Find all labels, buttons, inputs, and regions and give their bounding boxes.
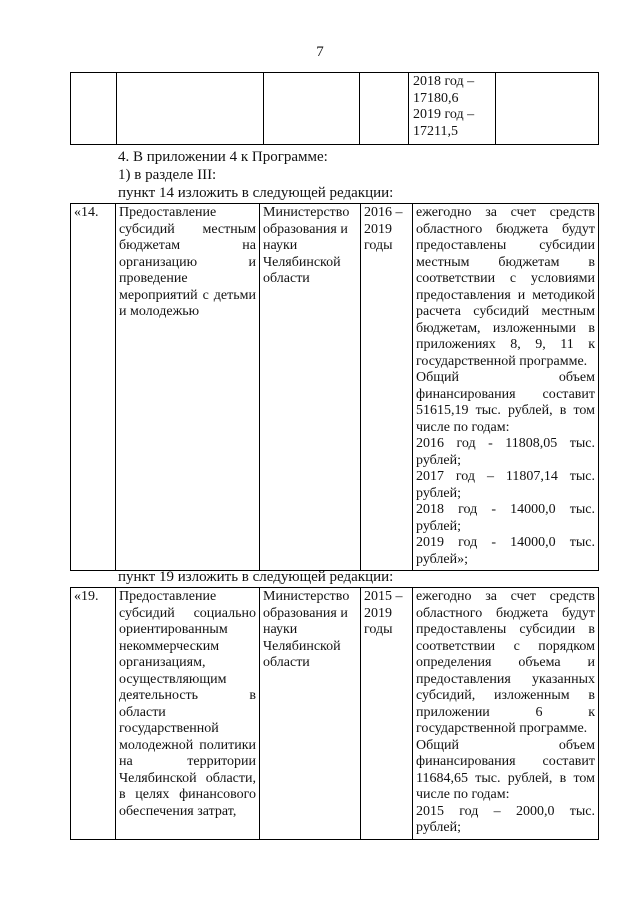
table-row <box>71 73 599 145</box>
cell-num <box>71 73 117 145</box>
year-amount: 2017 год – 11807,14 тыс. рублей; <box>416 469 595 501</box>
page-number: 7 <box>316 44 324 60</box>
cell-name: Предоставление субсидий социально ориентированным некоммерческим организациям, осуществляющим деятельность в области государственной молодежной политики на территории Челябинской области, в целях финансового обеспечения затрат, <box>116 588 260 840</box>
cell-executor <box>264 73 360 145</box>
year-amount: 2016 год - 11808,05 тыс. рублей; <box>416 436 595 468</box>
cell-num: «19. <box>71 588 116 840</box>
year-amount: 2015 год – 2000,0 тыс. рублей; <box>416 803 595 835</box>
total-financing: Общий объем финансирования составит 11684,65 тыс. рублей, в том числе по годам: <box>416 737 595 802</box>
cell-period <box>360 73 409 145</box>
cell-description <box>413 588 599 840</box>
cell-description <box>413 204 599 571</box>
total-financing: Общий объем финансирования составит 51615,19 тыс. рублей, в том числе по годам: <box>416 370 595 435</box>
paragraph-appendix: 4. В приложении 4 к Программе: <box>118 149 328 165</box>
year-amount: 2018 год - 14000,0 тыс. рублей; <box>416 502 595 534</box>
paragraph-section: 1) в разделе III: <box>118 167 217 183</box>
table-row <box>71 588 599 840</box>
cell-executor: Министерство образования и науки Челябинской области <box>260 204 361 571</box>
description-text: ежегодно за счет средств областного бюджета будут предоставлены субсидии местным бюджетам в соответствии с условиями предоставления и методикой расчета субсидий местным бюджетам, изложенными в приложениях 8, 9, 11 к государственной программе. <box>416 205 595 369</box>
table-row <box>71 204 599 571</box>
cell-period: 2016 – 2019 годы <box>361 204 413 571</box>
cell-period: 2015 – 2019 годы <box>361 588 413 840</box>
cell-name: Предоставление субсидий местным бюджетам на организацию и проведение мероприятий с детьми и молодежью <box>116 204 260 571</box>
cell-empty <box>496 73 599 145</box>
cell-amounts: 2018 год – 17180,6 2019 год – 17211,5 <box>409 73 496 145</box>
table-item-14 <box>70 203 599 571</box>
table-item-19 <box>70 587 599 840</box>
cell-num: «14. <box>71 204 116 571</box>
paragraph-item14-intro: пункт 14 изложить в следующей редакции: <box>118 185 394 201</box>
cell-executor: Министерство образования и науки Челябинской области <box>260 588 361 840</box>
table-continuation <box>70 72 599 145</box>
cell-name <box>117 73 264 145</box>
year-amount: 2019 год - 14000,0 тыс. рублей»; <box>416 535 595 567</box>
description-text: ежегодно за счет средств областного бюджета будут предоставлены субсидии в соответствии с порядком определения объема и предоставления указанных субсидий, изложенным в приложении 6 к государственной программе. <box>416 589 595 736</box>
paragraph-item19-intro: пункт 19 изложить в следующей редакции: <box>118 569 394 585</box>
